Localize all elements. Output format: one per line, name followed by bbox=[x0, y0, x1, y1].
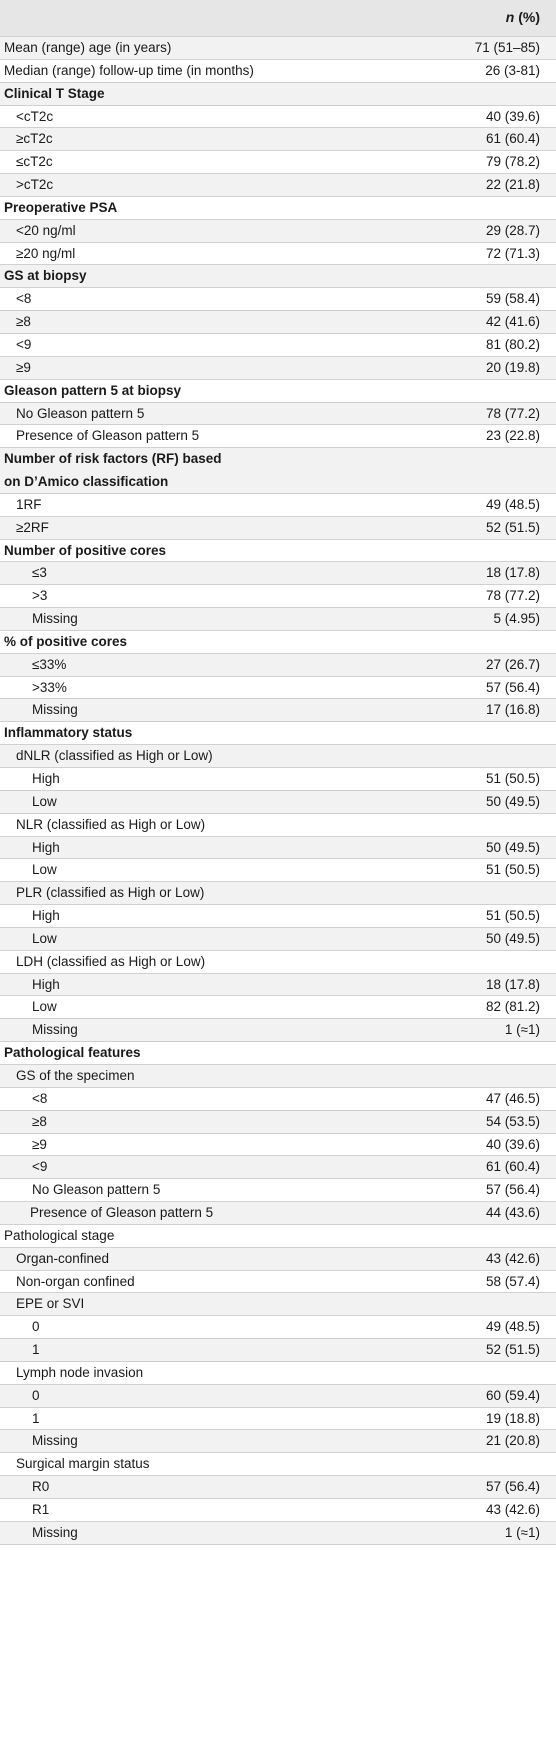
row-value: 40 (39.6) bbox=[485, 108, 540, 124]
table-row bbox=[0, 928, 556, 951]
row-value: 52 (51.5) bbox=[485, 1342, 540, 1358]
table-row bbox=[0, 311, 556, 334]
table-row bbox=[0, 1134, 556, 1157]
row-label bbox=[4, 448, 222, 494]
table-row bbox=[0, 585, 556, 608]
row-label: NLR (classified as High or Low) bbox=[16, 816, 206, 832]
table-header bbox=[0, 0, 556, 37]
row-value: 72 (71.3) bbox=[485, 245, 540, 261]
row-label: 1 bbox=[32, 1342, 40, 1358]
row-label: 0 bbox=[32, 1387, 40, 1403]
row-label: <20 ng/ml bbox=[16, 222, 76, 238]
row-label: EPE or SVI bbox=[16, 1296, 85, 1312]
row-value: 43 (42.6) bbox=[485, 1250, 540, 1266]
row-label: Low bbox=[32, 862, 57, 878]
row-label: >33% bbox=[32, 679, 67, 695]
row-label: High bbox=[32, 839, 60, 855]
table-row bbox=[0, 1499, 556, 1522]
row-label: ≥9 bbox=[32, 1136, 47, 1152]
row-label: Presence of Gleason pattern 5 bbox=[16, 428, 200, 444]
table-row bbox=[0, 631, 556, 654]
row-label: Missing bbox=[32, 1524, 78, 1540]
table-row bbox=[0, 859, 556, 882]
row-value: 29 (28.7) bbox=[485, 222, 540, 238]
table-row bbox=[0, 37, 556, 60]
table-row bbox=[0, 1271, 556, 1294]
table-row bbox=[0, 722, 556, 745]
row-label: <8 bbox=[32, 1090, 48, 1106]
row-value: 59 (58.4) bbox=[485, 291, 540, 307]
row-value: 58 (57.4) bbox=[485, 1273, 540, 1289]
row-value: 52 (51.5) bbox=[485, 519, 540, 535]
row-label: Mean (range) age (in years) bbox=[4, 40, 172, 55]
n-italic: n bbox=[505, 9, 515, 25]
row-label: Missing bbox=[32, 1433, 78, 1449]
row-value: 47 (46.5) bbox=[485, 1090, 540, 1106]
row-label: % of positive cores bbox=[4, 633, 128, 649]
row-value: 49 (48.5) bbox=[485, 1319, 540, 1335]
row-value: 44 (43.6) bbox=[485, 1205, 540, 1221]
table-row bbox=[0, 403, 556, 426]
row-label: <cT2c bbox=[16, 108, 54, 124]
table-row bbox=[0, 357, 556, 380]
row-value: 22 (21.8) bbox=[485, 177, 540, 193]
table-row bbox=[0, 814, 556, 837]
row-value: 51 (50.5) bbox=[485, 862, 540, 878]
row-value: 51 (50.5) bbox=[485, 771, 540, 786]
table-row bbox=[0, 540, 556, 563]
row-value: 21 (20.8) bbox=[485, 1433, 540, 1449]
row-label: LDH (classified as High or Low) bbox=[16, 953, 206, 969]
table-row bbox=[0, 517, 556, 540]
row-label: Presence of Gleason pattern 5 bbox=[30, 1205, 214, 1221]
table-row bbox=[0, 1225, 556, 1248]
row-value: 42 (41.6) bbox=[485, 314, 540, 330]
table-row bbox=[0, 562, 556, 585]
n-suffix: (%) bbox=[514, 9, 540, 25]
row-label: 1 bbox=[32, 1410, 40, 1426]
table-row bbox=[0, 996, 556, 1019]
table-row bbox=[0, 1453, 556, 1476]
row-label: Non-organ confined bbox=[16, 1273, 135, 1289]
row-label: Surgical margin status bbox=[16, 1456, 150, 1472]
table-row bbox=[0, 174, 556, 197]
row-label: Low bbox=[32, 930, 57, 946]
table-row bbox=[0, 1111, 556, 1134]
table-row bbox=[0, 448, 556, 494]
row-label: 0 bbox=[32, 1319, 40, 1335]
table-row bbox=[0, 1339, 556, 1362]
row-value: 1 (≈1) bbox=[504, 1524, 540, 1540]
table-row bbox=[0, 1248, 556, 1271]
row-label: Missing bbox=[32, 611, 78, 627]
row-value: 18 (17.8) bbox=[485, 565, 540, 581]
table-row bbox=[0, 837, 556, 860]
table-row bbox=[0, 1316, 556, 1339]
row-label: Low bbox=[32, 793, 57, 809]
row-label: No Gleason pattern 5 bbox=[16, 405, 145, 421]
row-value: 71 (51–85) bbox=[474, 40, 540, 55]
table-row bbox=[0, 654, 556, 677]
table-row bbox=[0, 425, 556, 448]
row-value: 61 (60.4) bbox=[485, 1159, 540, 1175]
row-value: 57 (56.4) bbox=[485, 1479, 540, 1495]
row-label: High bbox=[32, 771, 60, 786]
row-value: 50 (49.5) bbox=[485, 793, 540, 809]
table-row bbox=[0, 106, 556, 129]
row-label: High bbox=[32, 908, 60, 924]
table-row bbox=[0, 1430, 556, 1453]
row-value: 50 (49.5) bbox=[485, 930, 540, 946]
row-label: High bbox=[32, 976, 60, 992]
row-label: Missing bbox=[32, 1022, 78, 1038]
table-row bbox=[0, 951, 556, 974]
table-row bbox=[0, 1179, 556, 1202]
table-row bbox=[0, 334, 556, 357]
row-label: R0 bbox=[32, 1479, 50, 1495]
table-row bbox=[0, 608, 556, 631]
table-row bbox=[0, 1293, 556, 1316]
row-value: 26 (3-81) bbox=[485, 62, 540, 78]
table-row bbox=[0, 380, 556, 403]
row-value: 60 (59.4) bbox=[485, 1387, 540, 1403]
row-value: 27 (26.7) bbox=[485, 656, 540, 672]
row-value: 5 (4.95) bbox=[493, 611, 540, 627]
row-label: ≥2RF bbox=[16, 519, 49, 535]
row-label: ≥cT2c bbox=[16, 131, 53, 147]
row-label: ≤cT2c bbox=[16, 154, 53, 170]
table-row bbox=[0, 1476, 556, 1499]
table-row bbox=[0, 1408, 556, 1431]
table-row bbox=[0, 974, 556, 997]
table-row bbox=[0, 197, 556, 220]
row-label: No Gleason pattern 5 bbox=[32, 1182, 161, 1198]
table-row bbox=[0, 677, 556, 700]
row-label: Clinical T Stage bbox=[4, 85, 105, 101]
row-label-line-2: on D’Amico classification bbox=[4, 474, 169, 490]
row-value: 79 (78.2) bbox=[485, 154, 540, 170]
row-value: 61 (60.4) bbox=[485, 131, 540, 147]
table-row bbox=[0, 905, 556, 928]
row-label: Preoperative PSA bbox=[4, 199, 118, 215]
row-value: 57 (56.4) bbox=[485, 1182, 540, 1198]
table-row bbox=[0, 699, 556, 722]
row-label: Pathological features bbox=[4, 1045, 141, 1061]
table-row bbox=[0, 1362, 556, 1385]
row-value: 51 (50.5) bbox=[485, 908, 540, 924]
row-value: 18 (17.8) bbox=[485, 976, 540, 992]
table-row bbox=[0, 1042, 556, 1065]
row-value: 78 (77.2) bbox=[485, 405, 540, 421]
row-label: Inflammatory status bbox=[4, 725, 133, 741]
row-label: <9 bbox=[16, 336, 32, 352]
table-row bbox=[0, 745, 556, 768]
table-row bbox=[0, 1156, 556, 1179]
row-value: 43 (42.6) bbox=[485, 1502, 540, 1517]
table-row bbox=[0, 1522, 556, 1545]
row-label: ≥9 bbox=[16, 359, 31, 375]
table-row bbox=[0, 265, 556, 288]
row-label: R1 bbox=[32, 1502, 50, 1517]
table-row bbox=[0, 220, 556, 243]
table-row bbox=[0, 494, 556, 517]
row-label: >3 bbox=[32, 588, 48, 604]
row-label-line-1: Number of risk factors (RF) based bbox=[4, 451, 222, 467]
row-label: <9 bbox=[32, 1159, 48, 1175]
table-row bbox=[0, 243, 556, 266]
column-header-n bbox=[506, 9, 540, 25]
row-label: dNLR (classified as High or Low) bbox=[16, 748, 213, 764]
row-label: ≤3 bbox=[32, 565, 47, 581]
row-label: Missing bbox=[32, 702, 78, 718]
row-value: 23 (22.8) bbox=[485, 428, 540, 444]
table-row bbox=[0, 768, 556, 791]
row-label: <8 bbox=[16, 291, 32, 307]
row-label: Organ-confined bbox=[16, 1250, 110, 1266]
row-label: 1RF bbox=[16, 496, 42, 512]
table-row bbox=[0, 1202, 556, 1225]
table-row bbox=[0, 1019, 556, 1042]
row-label: Gleason pattern 5 at biopsy bbox=[4, 382, 182, 398]
row-label: ≤33% bbox=[32, 656, 67, 672]
row-label: GS at biopsy bbox=[4, 268, 87, 284]
table-row bbox=[0, 128, 556, 151]
table-row bbox=[0, 60, 556, 83]
row-label: ≥8 bbox=[16, 314, 31, 330]
row-label: Median (range) follow-up time (in months) bbox=[4, 62, 254, 78]
row-label: Lymph node invasion bbox=[16, 1364, 144, 1380]
row-label: PLR (classified as High or Low) bbox=[16, 885, 205, 901]
row-label: ≥20 ng/ml bbox=[16, 245, 76, 261]
table-row bbox=[0, 791, 556, 814]
row-value: 82 (81.2) bbox=[485, 999, 540, 1015]
row-value: 19 (18.8) bbox=[485, 1410, 540, 1426]
row-value: 17 (16.8) bbox=[485, 702, 540, 718]
table-row bbox=[0, 1088, 556, 1111]
row-label: Low bbox=[32, 999, 57, 1015]
row-label: Number of positive cores bbox=[4, 542, 167, 558]
row-value: 49 (48.5) bbox=[485, 496, 540, 512]
table-row bbox=[0, 1385, 556, 1408]
table-body bbox=[0, 37, 556, 1545]
row-value: 20 (19.8) bbox=[485, 359, 540, 375]
row-label: ≥8 bbox=[32, 1113, 47, 1129]
row-value: 57 (56.4) bbox=[485, 679, 540, 695]
row-value: 78 (77.2) bbox=[485, 588, 540, 604]
row-value: 81 (80.2) bbox=[485, 336, 540, 352]
row-value: 54 (53.5) bbox=[485, 1113, 540, 1129]
table-row bbox=[0, 151, 556, 174]
row-label: Pathological stage bbox=[4, 1227, 115, 1243]
row-value: 50 (49.5) bbox=[485, 839, 540, 855]
row-label: >cT2c bbox=[16, 177, 54, 193]
row-label: GS of the specimen bbox=[16, 1067, 135, 1083]
table-row bbox=[0, 1065, 556, 1088]
table-row bbox=[0, 83, 556, 106]
row-value: 40 (39.6) bbox=[485, 1136, 540, 1152]
table-row bbox=[0, 288, 556, 311]
table-row bbox=[0, 882, 556, 905]
row-value: 1 (≈1) bbox=[504, 1022, 540, 1038]
